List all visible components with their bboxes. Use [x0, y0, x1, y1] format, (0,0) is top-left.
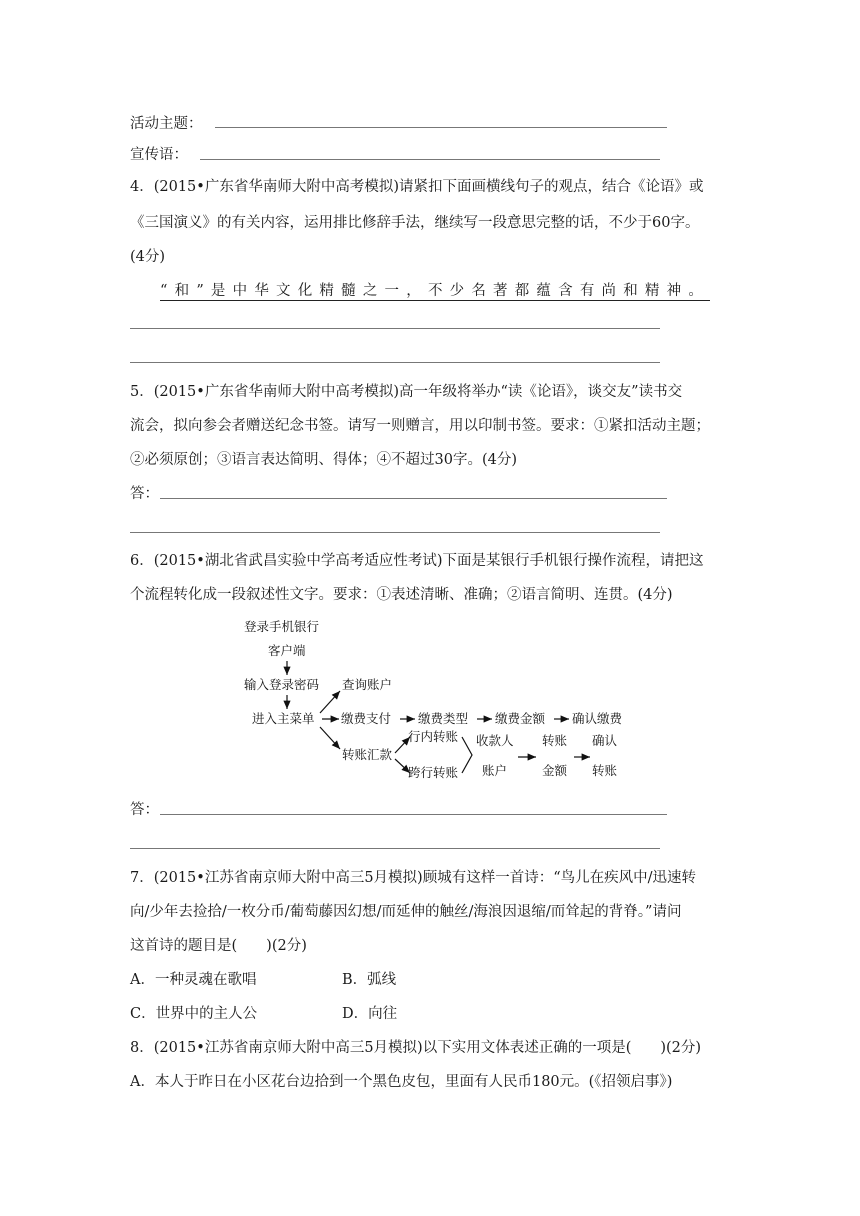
q7-line-2: 向/少年去捡拾/一枚分币/葡萄藤因幻想/而延伸的触丝/海浪因退缩/而耸起的背脊。”请问	[130, 904, 682, 920]
q6-answer-blank-2	[130, 848, 660, 849]
q4-sentence-part2-underlined: 不少名著都蕴含有尚和精神。	[427, 283, 711, 299]
bank-flowchart	[240, 615, 640, 785]
q4-answer-blank-1	[130, 328, 660, 329]
q4-sentence-part1: “和”是中华文化精髓之一，	[160, 283, 428, 299]
q6-line-1: 6．(2015•湖北省武昌实验中学高考适应性考试)下面是某银行手机银行操作流程，请把这	[130, 553, 704, 569]
q7-option-a: A．一种灵魂在歌唱	[130, 972, 257, 988]
q5-answer-label: 答：	[130, 486, 159, 502]
flow-intra-bank: 行内转账	[408, 729, 459, 744]
flow-merge-bracket	[462, 737, 472, 773]
flow-confirm-1: 确认	[592, 733, 618, 748]
flow-main-menu: 进入主菜单	[252, 711, 315, 726]
q7-option-d: D．向往	[342, 1006, 398, 1022]
flow-payment: 缴费支付	[341, 711, 392, 726]
q6-answer-blank-1	[160, 814, 667, 815]
q7-line-1: 7．(2015•江苏省南京师大附中高三5月模拟)顾城有这样一首诗：“鸟儿在疾风中/迅速转	[130, 870, 697, 886]
flow-inter-bank: 跨行转账	[408, 765, 459, 780]
flow-confirm-pay: 确认缴费	[572, 711, 623, 726]
q5-line-3: ②必须原创；③语言表达简明、得体；④不超过30字。(4分)	[130, 452, 517, 468]
q5-answer-blank-1	[160, 498, 667, 499]
flow-password: 输入登录密码	[244, 677, 320, 692]
q6-line-2: 个流程转化成一段叙述性文字。要求：①表述清晰、准确；②语言简明、连贯。(4分)	[130, 587, 673, 603]
flow-transfer: 转账汇款	[342, 747, 393, 762]
q7-line-3: 这首诗的题目是( )(2分)	[130, 938, 307, 954]
activity-slogan-blank	[200, 159, 660, 160]
flow-query: 查询账户	[342, 677, 393, 692]
q8-line-1: 8．(2015•江苏省南京师大附中高三5月模拟)以下实用文体表述正确的一项是( )(2分)	[130, 1040, 702, 1056]
q8-option-a: A．本人于昨日在小区花台边拾到一个黑色皮包，里面有人民币180元。(《招领启事》)	[130, 1074, 673, 1090]
activity-slogan-label: 宣传语：	[130, 147, 188, 163]
flow-confirm-2: 转账	[592, 763, 618, 778]
flow-payee-2: 账户	[482, 763, 508, 778]
flow-pay-amount: 缴费金额	[495, 711, 546, 726]
flow-arrow-query	[320, 691, 340, 713]
activity-theme-blank	[215, 127, 667, 128]
q7-option-b: B．弧线	[342, 972, 397, 988]
q4-sentence	[160, 281, 710, 301]
q7-option-c: C．世界中的主人公	[130, 1006, 258, 1022]
q4-line-2: 《三国演义》的有关内容，运用排比修辞手法，继续写一段意思完整的话，不少于60字。	[130, 215, 700, 231]
flow-amount-1: 转账	[542, 733, 568, 748]
q5-line-1: 5．(2015•广东省华南师大附中高考模拟)高一年级将举办“读《论语》，谈交友”读书交	[130, 384, 683, 400]
flow-arrow-transfer	[320, 727, 340, 749]
flow-pay-type: 缴费类型	[418, 711, 469, 726]
q5-line-2: 流会，拟向参会者赠送纪念书签。请写一则赠言，用以印制书签。要求：①紧扣活动主题；	[130, 418, 710, 434]
flow-login: 登录手机银行	[244, 619, 320, 634]
q6-answer-label: 答：	[130, 802, 159, 818]
flow-client: 客户端	[268, 643, 306, 658]
activity-theme-label: 活动主题：	[130, 116, 203, 132]
q4-line-3: (4分)	[130, 249, 166, 265]
flow-amount-2: 金额	[542, 763, 568, 778]
q4-answer-blank-2	[130, 362, 660, 363]
flow-payee-1: 收款人	[476, 733, 514, 748]
q4-line-1: 4．(2015•广东省华南师大附中高考模拟)请紧扣下面画横线句子的观点，结合《论语》或	[130, 179, 704, 195]
q5-answer-blank-2	[130, 532, 660, 533]
